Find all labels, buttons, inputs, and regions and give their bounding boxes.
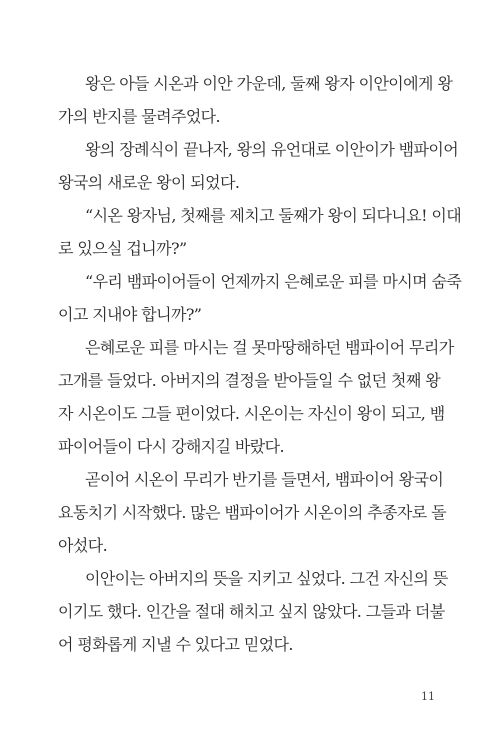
paragraph-line: 가의 반지를 물려주었다.: [58, 107, 221, 126]
paragraph-line: 파이어들이 다시 강해지길 바랐다.: [58, 437, 284, 456]
paragraph-line: 왕국의 새로운 왕이 되었다.: [58, 173, 240, 192]
body-text: [58, 67, 462, 661]
paragraph-line: 고개를 들었다. 아버지의 결정을 받아들일 수 없던 첫째 왕: [58, 371, 441, 390]
paragraph-line: 어 평화롭게 지낼 수 있다고 믿었다.: [58, 635, 293, 654]
page-number: 11: [421, 690, 435, 703]
paragraph-line: “우리 뱀파이어들이 언제까지 은혜로운 피를 마시며 숨죽: [85, 272, 462, 291]
paragraph-line: 이고 지내야 합니까?”: [58, 305, 202, 324]
paragraph-line: 은혜로운 피를 마시는 걸 못마땅해하던 뱀파이어 무리가: [85, 338, 454, 357]
paragraph-line: 왕의 장례식이 끝나자, 왕의 유언대로 이안이가 뱀파이어: [85, 140, 459, 159]
paragraph-line: 곧이어 시온이 무리가 반기를 들면서, 뱀파이어 왕국이: [85, 470, 444, 489]
paragraph-line: 이안이는 아버지의 뜻을 지키고 싶었다. 그건 자신의 뜻: [85, 569, 448, 588]
paragraph-line: 요동치기 시작했다. 많은 뱀파이어가 시온이의 추종자로 돌: [58, 503, 446, 522]
paragraph-line: 아섰다.: [58, 536, 108, 555]
paragraph-line: 로 있으실 겁니까?”: [58, 239, 187, 258]
paragraph-line: “시온 왕자님, 첫째를 제치고 둘째가 왕이 되다니요! 이대: [85, 206, 462, 225]
paragraph-line: 이기도 했다. 인간을 절대 해치고 싶지 않았다. 그들과 더불: [58, 602, 445, 621]
paragraph-line: 왕은 아들 시온과 이안 가운데, 둘째 왕자 이안이에게 왕: [85, 74, 453, 93]
paragraph-line: 자 시온이도 그들 편이었다. 시온이는 자신이 왕이 되고, 뱀: [58, 404, 445, 423]
